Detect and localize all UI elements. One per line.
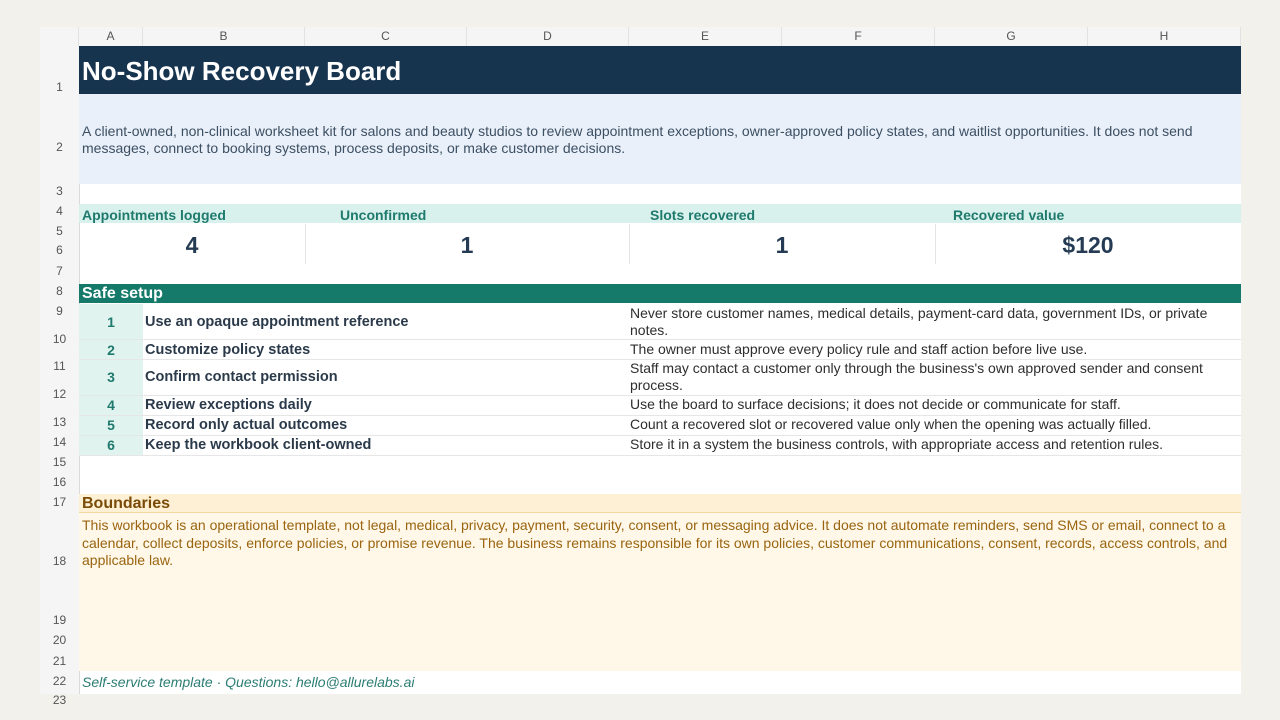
row-header[interactable]: 20 — [52, 633, 67, 647]
row-header[interactable]: 11 — [53, 359, 66, 373]
section-header-boundaries — [79, 494, 1241, 513]
section-title-safe-setup: Safe setup — [82, 285, 163, 302]
row-header[interactable]: 21 — [52, 654, 67, 668]
step-title: Confirm contact permission — [145, 369, 338, 385]
step-title: Keep the workbook client-owned — [145, 437, 372, 453]
row-header[interactable]: 9 — [56, 304, 63, 318]
column-header-b[interactable]: B — [143, 27, 305, 46]
spreadsheet — [40, 27, 1241, 707]
row-header[interactable]: 22 — [52, 674, 67, 688]
select-all-corner[interactable] — [40, 27, 79, 46]
kpi-value-slots-recovered: 1 — [775, 232, 789, 258]
step-number: 3 — [107, 369, 115, 385]
step-title: Customize policy states — [145, 342, 311, 358]
row-header[interactable]: 3 — [56, 184, 63, 198]
page-title: No-Show Recovery Board — [82, 56, 402, 86]
row-header[interactable]: 17 — [52, 495, 67, 509]
column-header-a[interactable]: A — [79, 27, 143, 46]
column-header-f[interactable]: F — [782, 27, 935, 46]
step-number: 6 — [107, 437, 115, 453]
row-header[interactable]: 15 — [52, 455, 67, 469]
row-header[interactable]: 18 — [52, 554, 67, 568]
step-description: Store it in a system the business controls, with appropriate access and retention rules. — [630, 436, 1164, 452]
row-header[interactable]: 8 — [56, 284, 63, 298]
column-header-c[interactable]: C — [305, 27, 467, 46]
kpi-label-appointments: Appointments logged — [82, 207, 226, 223]
section-title-boundaries: Boundaries — [82, 495, 171, 512]
step-title: Review exceptions daily — [145, 397, 312, 413]
row-header[interactable]: 7 — [56, 264, 63, 278]
column-header-d[interactable]: D — [467, 27, 629, 46]
row-header[interactable]: 19 — [52, 613, 67, 627]
kpi-value-recovered-value: $120 — [1062, 232, 1114, 258]
step-number: 5 — [107, 417, 115, 433]
row-header[interactable]: 13 — [52, 415, 67, 429]
column-header-g[interactable]: G — [935, 27, 1088, 46]
row-header[interactable]: 5 — [56, 224, 63, 238]
step-title: Record only actual outcomes — [145, 417, 348, 433]
step-description: The owner must approve every policy rule and staff action before live use. — [630, 341, 1088, 357]
row-divider — [79, 455, 1241, 456]
column-header-bar — [40, 27, 1241, 47]
kpi-label-unconfirmed: Unconfirmed — [340, 207, 427, 223]
row-header[interactable]: 12 — [52, 387, 67, 401]
step-number: 2 — [107, 342, 115, 358]
boundaries-text: This workbook is an operational template, not legal, medical, privacy, payment, security, consent, or messaging advice. It does not automate reminders, send SMS or email, connect to a calendar, collect deposits, enforce policies, or promise revenue. The business remains responsible for its own policies, customer communications, consent, records, access controls, and applicable law. — [82, 517, 1228, 568]
row-header[interactable]: 1 — [56, 80, 63, 94]
row-header[interactable]: 2 — [56, 140, 63, 154]
section-header-safe-setup — [79, 284, 1241, 303]
cell-grid[interactable] — [79, 46, 1241, 694]
step-description: Use the board to surface decisions; it does not decide or communicate for staff. — [630, 396, 1121, 412]
footer-note: Self-service template · Questions: hello@allurelabs.ai — [82, 674, 415, 690]
column-header-h[interactable]: H — [1088, 27, 1241, 46]
row-header[interactable]: 16 — [52, 475, 67, 489]
kpi-label-slots-recovered: Slots recovered — [650, 207, 756, 223]
kpi-value-appointments: 4 — [185, 232, 199, 258]
step-description: Never store customer names, medical details, payment-card data, government IDs, or private notes. — [630, 305, 1208, 338]
row-header[interactable]: 10 — [52, 332, 67, 346]
step-description: Staff may contact a customer only through the business's own approved sender and consent process. — [630, 360, 1203, 393]
step-number: 1 — [107, 314, 115, 330]
step-description: Count a recovered slot or recovered value only when the opening was actually filled. — [630, 416, 1152, 432]
intro-text: A client-owned, non-clinical worksheet kit for salons and beauty studios to review appointment exceptions, owner-approved policy states, and waitlist opportunities. It does not send messages, connect to booking systems, process deposits, or make customer decisions. — [82, 123, 1193, 156]
row-divider — [79, 339, 1241, 340]
step-title: Use an opaque appointment reference — [145, 314, 409, 330]
step-number: 4 — [107, 397, 115, 413]
row-header[interactable]: 14 — [52, 435, 67, 449]
column-header-e[interactable]: E — [629, 27, 782, 46]
row-header[interactable]: 23 — [52, 693, 67, 707]
kpi-value-unconfirmed: 1 — [460, 232, 474, 258]
row-header[interactable]: 4 — [56, 204, 63, 218]
row-header-bar — [40, 46, 80, 707]
row-header[interactable]: 6 — [56, 243, 63, 257]
kpi-label-recovered-value: Recovered value — [953, 207, 1065, 223]
